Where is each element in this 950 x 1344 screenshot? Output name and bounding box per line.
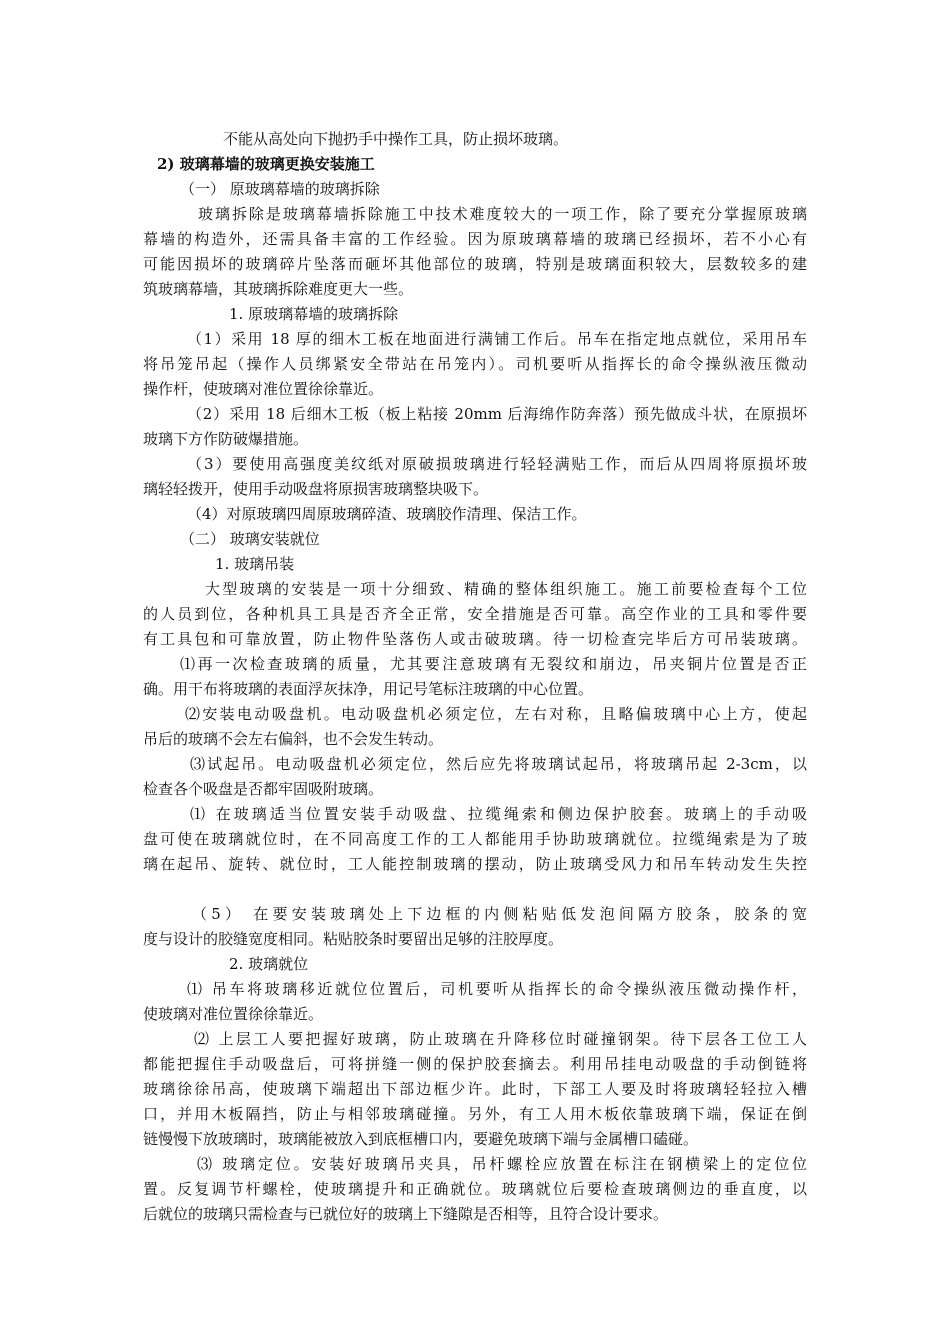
paragraph-line: 筑玻璃幕墙，其玻璃拆除难度更大一些。 (143, 280, 414, 298)
paragraph-line: 后就位的玻璃只需检查与已就位好的玻璃上下缝隙是否相等，且符合设计要求。 (143, 1205, 669, 1223)
subsection-heading: （一） 原玻璃幕墙的玻璃拆除 (180, 180, 380, 198)
paragraph-line: 都能把握住手动吸盘后，可将拼缝一侧的保护胶套摘去。利用吊挂电动吸盘的手动倒链将 (143, 1055, 807, 1073)
paragraph-line: 吊后的玻璃不会左右偏斜，也不会发生转动。 (143, 730, 444, 748)
paragraph-line: ⑵ 上层工人要把握好玻璃，防止玻璃在升降移位时碰撞钢架。待下层各工位工人 (194, 1030, 807, 1048)
numbered-heading: 1. 玻璃吊装 (215, 555, 295, 573)
numbered-heading: 2. 玻璃就位 (229, 955, 309, 973)
paragraph-line: 度与设计的胶缝宽度相同。粘贴胶条时要留出足够的注胶厚度。 (143, 930, 564, 948)
paragraph-line: ⑵安装电动吸盘机。电动吸盘机必须定位，左右对称，且略偏玻璃中心上方，使起 (185, 705, 807, 723)
paragraph-line: 口，并用木板隔挡，防止与相邻玻璃碰撞。另外，有工人用木板依靠玻璃下端，保证在倒 (143, 1105, 807, 1123)
paragraph-line: ⑶试起吊。电动吸盘机必须定位，然后应先将玻璃试起吊，将玻璃吊起 2-3cm，以 (190, 755, 807, 773)
paragraph-line: 可能因损坏的玻璃碎片坠落而砸坏其他部位的玻璃，特别是玻璃面积较大，层数较多的建 (143, 255, 807, 273)
subsection-heading: （二） 玻璃安装就位 (180, 530, 320, 548)
paragraph-line: 璃在起吊、旋转、就位时，工人能控制玻璃的摆动，防止玻璃受风力和吊车转动发生失控 (143, 855, 807, 873)
paragraph-line: 幕墙的构造外，还需具备丰富的工作经验。因为原玻璃幕墙的玻璃已经损坏，若不小心有 (143, 230, 807, 248)
paragraph-line: 的人员到位，各种机具工具是否齐全正常，安全措施是否可靠。高空作业的工具和零件要 (143, 605, 807, 623)
paragraph-line: 操作杆，使玻璃对准位置徐徐靠近。 (143, 380, 384, 398)
paragraph-line: 璃轻轻拨开，使用手动吸盘将原损害玻璃整块吸下。 (143, 480, 489, 498)
paragraph-line: 玻璃下方作防破爆措施。 (143, 430, 309, 448)
paragraph-line: ⑴ 吊车将玻璃移近就位位置后，司机要听从指挥长的命令操纵液压微动操作杆， (187, 980, 807, 998)
paragraph-line: （5） 在要安装玻璃处上下边框的内侧粘贴低发泡间隔方胶条，胶条的宽 (192, 905, 807, 923)
paragraph-line: 玻璃拆除是玻璃幕墙拆除施工中技术难度较大的一项工作，除了要充分掌握原玻璃 (198, 205, 807, 223)
paragraph-line: 检查各个吸盘是否都牢固吸附玻璃。 (143, 780, 384, 798)
paragraph-line: （4）对原玻璃四周原玻璃碎渣、玻璃胶作清理、保洁工作。 (187, 505, 587, 523)
paragraph-line: （2）采用 18 后细木工板（板上粘接 20mm 后海绵作防奔落）预先做成斗状，在原损坏 (187, 405, 807, 423)
paragraph-line: 盘可使在玻璃就位时，在不同高度工作的工人都能用手协助玻璃就位。拉缆绳索是为了玻 (143, 830, 807, 848)
paragraph-line: ⑶ 玻璃定位。安装好玻璃吊夹具，吊杆螺栓应放置在标注在钢横梁上的定位位 (197, 1155, 807, 1173)
paragraph-line: ⑴ 在玻璃适当位置安装手动吸盘、拉缆绳索和侧边保护胶套。玻璃上的手动吸 (190, 805, 807, 823)
paragraph-line: 确。用干布将玻璃的表面浮灰抹净，用记号笔标注玻璃的中心位置。 (143, 680, 594, 698)
paragraph-line: 有工具包和可靠放置，防止物件坠落伤人或击破玻璃。待一切检查完毕后方可吊装玻璃。 (143, 630, 807, 648)
paragraph-line: 将吊笼吊起（操作人员绑紧安全带站在吊笼内）。司机要听从指挥长的命令操纵液压微动 (143, 355, 807, 373)
paragraph-line: 不能从高处向下抛扔手中操作工具，防止损坏玻璃。 (223, 130, 569, 148)
numbered-heading: 1. 原玻璃幕墙的玻璃拆除 (229, 305, 399, 323)
paragraph-line: 链慢慢下放玻璃时，玻璃能被放入到底框槽口内，要避免玻璃下端与金属槽口磕碰。 (143, 1130, 699, 1148)
section-heading: 2) 玻璃幕墙的玻璃更换安装施工 (157, 155, 375, 173)
paragraph-line: （3）要使用高强度美纹纸对原破损玻璃进行轻轻满贴工作，而后从四周将原损坏玻 (187, 455, 807, 473)
paragraph-line: 使玻璃对准位置徐徐靠近。 (143, 1005, 324, 1023)
paragraph-line: 玻璃徐徐吊高，使玻璃下端超出下部边框少许。此时，下部工人要及时将玻璃轻轻拉入槽 (143, 1080, 807, 1098)
paragraph-line: （1）采用 18 厚的细木工板在地面进行满铺工作后。吊车在指定地点就位，采用吊车 (187, 330, 807, 348)
paragraph-line: 大型玻璃的安装是一项十分细致、精确的整体组织施工。施工前要检查每个工位 (205, 580, 807, 598)
paragraph-line: ⑴再一次检查玻璃的质量，尤其要注意玻璃有无裂纹和崩边，吊夹铜片位置是否正 (180, 655, 807, 673)
paragraph-line: 置。反复调节杆螺栓，使玻璃提升和正确就位。玻璃就位后要检查玻璃侧边的垂直度，以 (143, 1180, 807, 1198)
